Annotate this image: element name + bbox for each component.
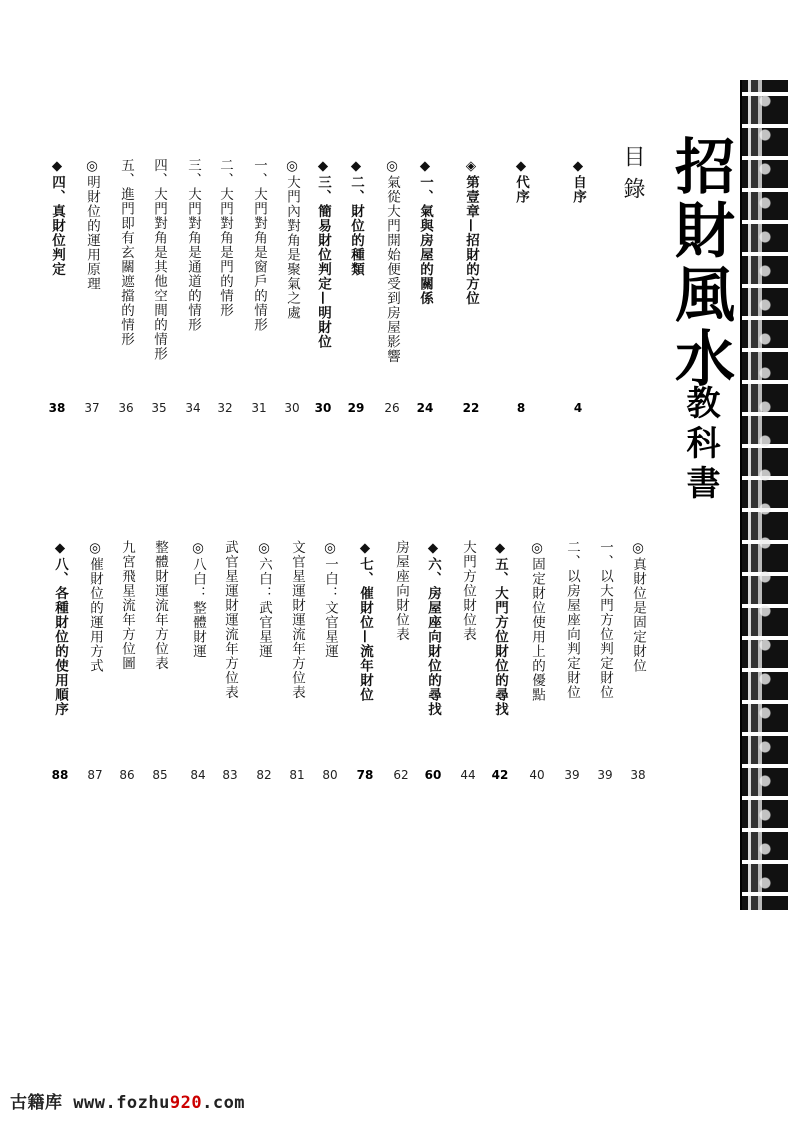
toc-entry-title: 二、以房屋座向判定財位	[564, 540, 580, 700]
toc-page-number: 84	[190, 768, 206, 782]
toc-page-number: 62	[393, 768, 409, 782]
toc-entry[interactable]	[490, 540, 510, 721]
toc-entry[interactable]	[391, 540, 411, 646]
toc-entry-title: 五、進門即有玄關遮擋的情形	[118, 158, 134, 347]
toc-entry[interactable]	[188, 540, 208, 663]
toc-entry[interactable]	[595, 540, 615, 704]
toc-entry[interactable]	[628, 540, 648, 677]
toc-entry-title: 武官星運財運流年方位表	[222, 540, 238, 700]
toc-entry[interactable]	[47, 158, 67, 281]
toc-page-number: 31	[251, 401, 267, 415]
toc-entry-title: ◎明財位的運用原理	[84, 158, 100, 291]
toc-entry-title: ◎真財位是固定財位	[630, 540, 646, 673]
toc-page-number: 36	[118, 401, 134, 415]
toc-page-number: 26	[384, 401, 400, 415]
toc-entry-title: 整體財運流年方位表	[152, 540, 168, 671]
toc-page-number: 78	[356, 768, 374, 782]
toc-entry-title: ◎氣從大門開始便受到房屋影響	[384, 158, 400, 364]
footer-watermark	[10, 1088, 245, 1113]
toc-entry-title: 二、大門對角是門的情形	[217, 158, 233, 318]
footer-url[interactable]: www.fozhu920.com	[73, 1093, 246, 1113]
toc-entry-title: ◆六、房屋座向財位的尋找	[425, 540, 441, 717]
toc-entry[interactable]	[50, 540, 70, 721]
toc-page-number: 30	[284, 401, 300, 415]
toc-page-number: 83	[222, 768, 238, 782]
toc-entry[interactable]	[117, 540, 137, 675]
toc-entry-title: ◆一、氣與房屋的關係	[417, 158, 433, 306]
toc-entry[interactable]	[461, 158, 481, 310]
toc-entry[interactable]	[527, 540, 547, 706]
toc-entry-title: ◆三、簡易財位判定—明財位	[315, 158, 331, 349]
toc-page-number: 38	[48, 401, 66, 415]
toc-page-number: 35	[151, 401, 167, 415]
toc-entry-title: ◆八、各種財位的使用順序	[52, 540, 68, 717]
toc-entry[interactable]	[183, 158, 203, 336]
toc-page-number: 88	[51, 768, 69, 782]
toc-entry-title: 一、大門對角是窗戶的情形	[251, 158, 267, 332]
toc-entry-title: ◈第壹章—招財的方位	[463, 158, 479, 306]
toc-entry-title: ◆五、大門方位財位的尋找	[492, 540, 508, 717]
toc-entry[interactable]	[282, 158, 302, 324]
toc-page-number: 87	[87, 768, 103, 782]
toc-page-number: 60	[424, 768, 442, 782]
book-title: 招財風水	[665, 135, 735, 391]
toc-entry[interactable]	[355, 540, 375, 706]
toc-entry-title: ◆二、財位的種類	[348, 158, 364, 277]
toc-page-number: 81	[289, 768, 305, 782]
toc-entry[interactable]	[116, 158, 136, 351]
toc-entry[interactable]	[82, 158, 102, 295]
toc-page-number: 37	[84, 401, 100, 415]
toc-entry[interactable]	[150, 540, 170, 675]
toc-entry[interactable]	[382, 158, 402, 368]
toc-entry-title: ◆代序	[513, 158, 529, 204]
toc-page-number: 85	[152, 768, 168, 782]
toc-entry[interactable]	[249, 158, 269, 336]
toc-page-number: 8	[516, 401, 526, 415]
toc-entry-title: 四、大門對角是其他空間的情形	[151, 158, 167, 361]
toc-page-number: 30	[314, 401, 332, 415]
toc-entry-title: 文官星運財運流年方位表	[289, 540, 305, 700]
toc-entry[interactable]	[149, 158, 169, 365]
toc-heading: 目錄	[620, 145, 645, 209]
toc-entry-title: ◎大門內對角是聚氣之處	[284, 158, 300, 320]
toc-page-number: 29	[347, 401, 365, 415]
toc-page-number: 39	[597, 768, 613, 782]
toc-entry-title: 九宮飛星流年方位圖	[119, 540, 135, 671]
toc-page-number: 82	[256, 768, 272, 782]
toc-entry-title: ◎固定財位使用上的優點	[529, 540, 545, 702]
toc-page-number: 39	[564, 768, 580, 782]
toc-entry[interactable]	[220, 540, 240, 704]
toc-entry-title: ◆自序	[570, 158, 586, 204]
toc-entry[interactable]	[423, 540, 443, 721]
toc-entry[interactable]	[346, 158, 366, 281]
toc-page-number: 42	[491, 768, 509, 782]
toc-entry-title: ◎八白：整體財運	[190, 540, 206, 659]
decorative-border	[740, 80, 788, 910]
toc-entry-title: ◎一白：文官星運	[322, 540, 338, 659]
toc-page-number: 80	[322, 768, 338, 782]
toc-entry[interactable]	[562, 540, 582, 704]
toc-entry[interactable]	[85, 540, 105, 677]
toc-page-number: 22	[462, 401, 480, 415]
toc-entry[interactable]	[458, 540, 478, 646]
toc-entry-title: ◆七、催財位—流年財位	[357, 540, 373, 702]
toc-entry[interactable]	[568, 158, 588, 208]
toc-page-number: 44	[460, 768, 476, 782]
toc-page-number: 32	[217, 401, 233, 415]
toc-entry-title: ◎六白：武官星運	[256, 540, 272, 659]
toc-entry-title: 房屋座向財位表	[393, 540, 409, 642]
toc-entry[interactable]	[254, 540, 274, 663]
toc-page-number: 34	[185, 401, 201, 415]
toc-page-number: 86	[119, 768, 135, 782]
toc-entry[interactable]	[415, 158, 435, 310]
toc-entry-title: 一、以大門方位判定財位	[597, 540, 613, 700]
toc-page-number: 38	[630, 768, 646, 782]
toc-page-number: 24	[416, 401, 434, 415]
toc-entry-title: ◎催財位的運用方式	[87, 540, 103, 673]
footer-site-name: 古籍库	[10, 1093, 63, 1113]
toc-entry[interactable]	[511, 158, 531, 208]
toc-entry-title: 大門方位財位表	[460, 540, 476, 642]
toc-page-number: 40	[529, 768, 545, 782]
toc-page-number: 4	[573, 401, 583, 415]
book-subtitle: 教科書	[680, 385, 720, 505]
toc-entry[interactable]	[215, 158, 235, 322]
toc-entry-title: 三、大門對角是通道的情形	[185, 158, 201, 332]
toc-entry[interactable]	[313, 158, 333, 353]
toc-entry[interactable]	[287, 540, 307, 704]
toc-entry[interactable]	[320, 540, 340, 663]
toc-entry-title: ◆四、真財位判定	[49, 158, 65, 277]
